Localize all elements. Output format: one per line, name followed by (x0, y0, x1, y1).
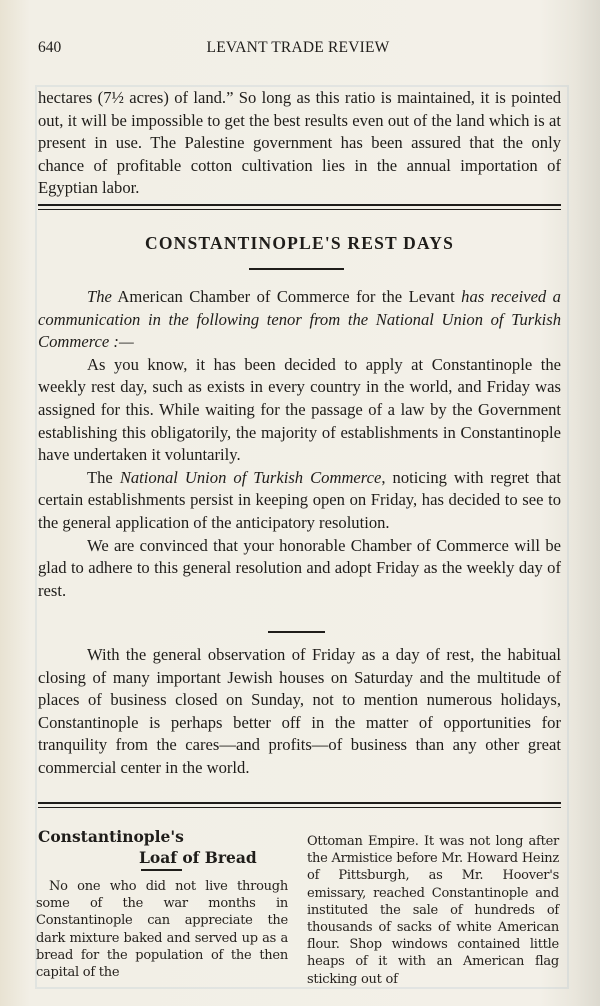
lead-the: The (87, 287, 112, 306)
page-number: 640 (38, 39, 62, 56)
p2-italic: National Union of Turkish Commerce (119, 467, 382, 487)
lead-paragraph (38, 286, 561, 354)
article-title: CONSTANTINOPLE'S REST DAYS (144, 233, 455, 253)
lead-text: American Chamber of Commerce for the Levant (111, 287, 462, 306)
article-body (38, 286, 561, 602)
title-underline (249, 268, 344, 270)
bread-right-text: Ottoman Empire. It was not long after the Armistice before Mr. Howard Heinz of Pittsburgh, as Mr. Hoover's emissary, reached Constantinople and instituted the sale of hundreds of thousands of sacks of white American flour. Shop windows contained little heaps of it with an American flag sticking out of (307, 834, 559, 987)
running-title: LEVANT TRADE REVIEW (206, 39, 390, 56)
bread-left-text: No one who did not live through some of the war months in Constantinople can appreciate the dark mixture baked and served up as a bread for the population of the then capital of the (36, 879, 288, 981)
article-body-continued (38, 644, 561, 780)
lead-italic: has received a communication in the following tenor from the National Union of Turkish Commerce :— (38, 287, 561, 352)
paragraph-4: With the general observation of Friday as a day of rest, the habitual closing of many important Jewish houses on Saturday and the multitude of places of business closed on Sunday, not to mention numerous holidays, Constantinople is perhaps better off in the matter of opportunities for tranquility from the cares—and profits—of business than any other great commercial center in the world. (38, 645, 561, 777)
page-header (38, 39, 558, 59)
bread-title-line-1: Constantinople's (38, 827, 184, 846)
section-divider (38, 802, 561, 808)
p2-rest: , noticing with regret that certain establishments persist in keeping open on Friday, has decided to see to the general application of the anticipatory resolution. (38, 467, 561, 532)
paragraph-separator (268, 631, 325, 633)
paragraph-1: As you know, it has been decided to apply at Constantinople the weekly rest day, such as exists in every country in the world, and Friday was assigned for this. While waiting for the passage of a law by the Government establishing this obligatorily, the majority of establishments in Constantinople have undertaken it voluntarily. (38, 354, 561, 465)
p2-start: The (87, 467, 120, 487)
intro-continuation (38, 87, 561, 200)
bread-title-underline (141, 869, 182, 871)
bread-left-column (36, 878, 288, 981)
bread-title-line-2: Loaf of Bread (139, 848, 257, 867)
bread-right-column (307, 833, 559, 988)
intro-paragraph: hectares (7½ acres) of land.” So long as this ratio is maintained, it is pointed out, it will be impossible to get the best results even out of the land which is at present in use. The Palestine government has been assured that the only chance of profitable cotton cultivation lies in the annual importation of Egyptian labor. (38, 88, 561, 198)
paragraph-3: We are convinced that your honorable Chamber of Commerce will be glad to adhere to this general resolution and adopt Friday as the weekly day of rest. (38, 535, 561, 600)
paragraph-2 (38, 467, 561, 535)
section-divider (38, 204, 561, 210)
